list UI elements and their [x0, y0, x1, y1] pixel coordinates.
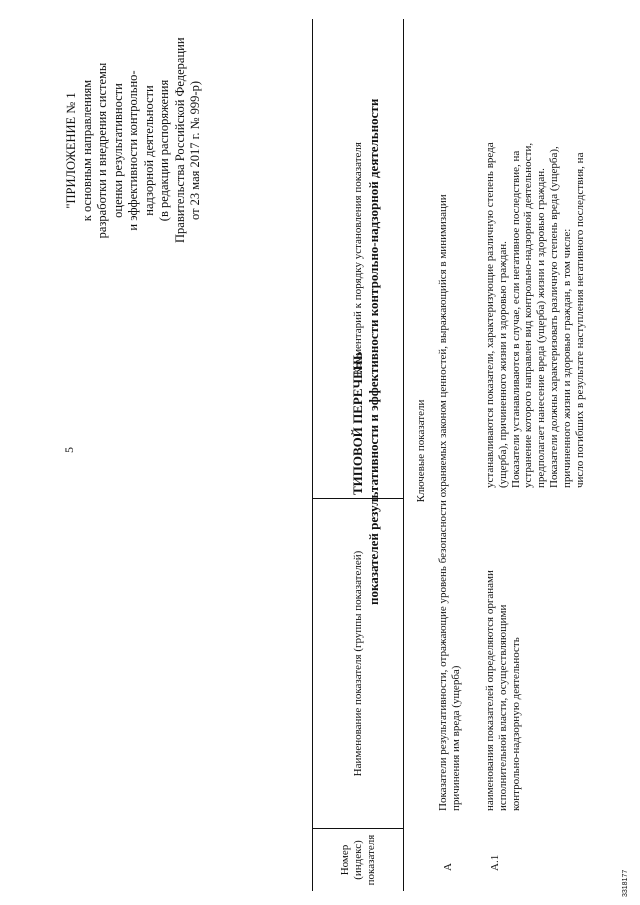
row-comment-line: Показатели устанавливаются в случае, если негативное последствие, на — [509, 150, 522, 488]
appendix-line: "ПРИЛОЖЕНИЕ № 1 — [64, 92, 78, 209]
row-text-line: Показатели результативности, отражающие уровень безопасности охраняемых законом ценностей, выражающийся в минимизации — [437, 194, 449, 811]
row-text — [437, 111, 463, 811]
title-line-2: показателей результативности и эффективности контрольно-надзорной деятельности — [366, 98, 381, 605]
row-comment — [484, 18, 586, 488]
appendix-line: (в редакции распоряжения — [157, 79, 171, 222]
appendix-line: к основным направлениям — [79, 79, 94, 222]
appendix-line: и эффективности контрольно- — [126, 70, 140, 231]
row-number: А.1 — [489, 854, 501, 871]
appendix-line: разработки и внедрения системы — [95, 62, 109, 239]
row-comment-line: предполагает нанесение вреда (ущерба) жизни и здоровью граждан. — [535, 168, 548, 488]
row-text-line: причинения им вреда (ущерба) — [449, 665, 462, 811]
row-name-line: контрольно-надзорную деятельность — [509, 637, 522, 811]
header-number: Номер (индекс) показателя — [312, 828, 404, 891]
row-comment-line: устанавливаются показатели, характеризующие различную степень вреда — [484, 142, 496, 488]
row-name-line: наименования показателей определяются органами — [484, 570, 496, 811]
appendix-line: от 23 мая 2017 г. № 999-р) — [188, 81, 202, 221]
row-comment-line: число погибших в результате наступления негативного последствия, на — [573, 152, 586, 488]
row-comment-line: Показатели должны характеризовать различную степень вреда (ущерба), — [547, 146, 560, 488]
appendix-heading — [64, 37, 204, 243]
section-label: Ключевые показатели — [415, 399, 427, 503]
row-name-line: исполнительной власти, осуществляющими — [496, 604, 509, 811]
title-line-1: ТИПОВОЙ ПЕРЕЧЕНЬ — [350, 351, 365, 495]
header-name: Наименование показателя (группы показателей) — [312, 498, 404, 828]
row-comment-line: (ущерба), причиненного жизни и здоровью граждан. — [496, 241, 509, 488]
row-number: А — [442, 863, 454, 871]
row-name — [484, 491, 522, 811]
document-id: 3318177 — [622, 869, 629, 897]
page-number: 5 — [62, 447, 76, 453]
header-comment: Комментарий к порядку установления показателя — [312, 19, 404, 498]
row-comment-line: причиненного жизни и здоровью граждан, в том числе: — [560, 228, 573, 488]
appendix-line: надзорной деятельности — [141, 85, 156, 216]
appendix-line: Правительства Российской Федерации — [172, 37, 187, 243]
row-comment-line: устранение которого направлен вид контрольно-надзорной деятельности, — [522, 142, 535, 488]
appendix-line: оценки результативности — [110, 83, 125, 218]
